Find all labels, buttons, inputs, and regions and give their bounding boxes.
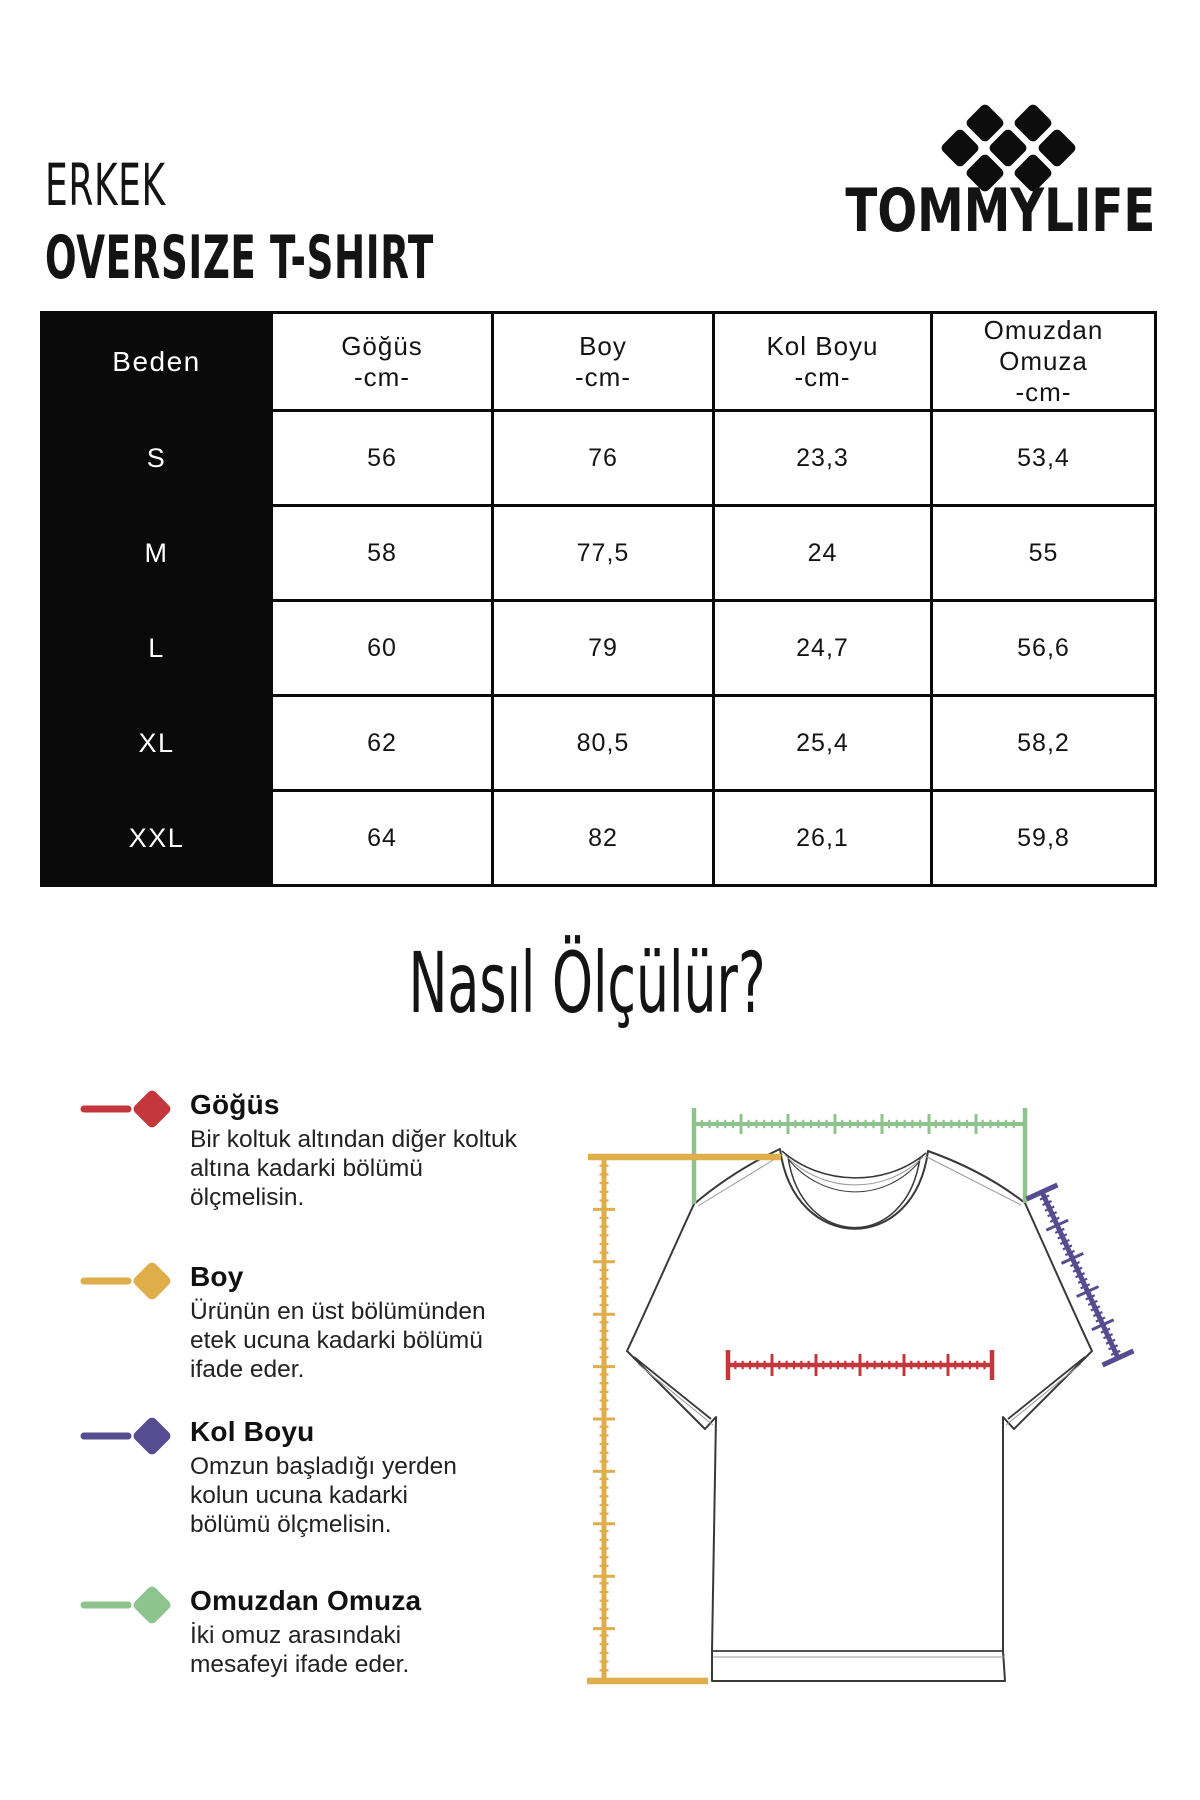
legend-description: Ürünün en üst bölümünden etek ucuna kadarki bölümü ifade eder. bbox=[190, 1298, 486, 1383]
cell-value: 82 bbox=[493, 791, 714, 886]
legend-item-chest bbox=[45, 1088, 515, 1212]
cell-value: 23,3 bbox=[714, 411, 932, 506]
table-row bbox=[42, 601, 1156, 696]
category-title: ERKEK bbox=[45, 151, 166, 219]
size-label: S bbox=[42, 411, 272, 506]
size-table-header-row bbox=[42, 313, 1156, 411]
column-header-chest: Göğüs -cm- bbox=[272, 313, 493, 411]
tshirt-measurement-diagram bbox=[500, 1060, 1160, 1760]
legend-title: Göğüs bbox=[190, 1089, 280, 1120]
legend-title: Boy bbox=[190, 1261, 244, 1292]
table-row bbox=[42, 506, 1156, 601]
cell-value: 56 bbox=[272, 411, 493, 506]
cell-value: 64 bbox=[272, 791, 493, 886]
size-label: XXL bbox=[42, 791, 272, 886]
cell-value: 24,7 bbox=[714, 601, 932, 696]
cell-value: 53,4 bbox=[932, 411, 1156, 506]
size-label: XL bbox=[42, 696, 272, 791]
cell-value: 80,5 bbox=[493, 696, 714, 791]
legend-item-sleeve bbox=[45, 1415, 515, 1539]
legend-item-length bbox=[45, 1260, 515, 1384]
size-label: L bbox=[42, 601, 272, 696]
cell-value: 25,4 bbox=[714, 696, 932, 791]
tshirt-outline bbox=[627, 1149, 1092, 1681]
column-header-length: Boy -cm- bbox=[493, 313, 714, 411]
legend-item-shoulder bbox=[45, 1584, 515, 1679]
cell-value: 56,6 bbox=[932, 601, 1156, 696]
chest-diamond-icon bbox=[80, 1078, 180, 1140]
size-table bbox=[40, 311, 1157, 887]
legend-title: Omuzdan Omuza bbox=[190, 1585, 422, 1616]
shoulder-diamond-icon bbox=[80, 1574, 180, 1636]
how-to-measure-title: Nasıl Ölçülür? bbox=[408, 934, 766, 1032]
cell-value: 79 bbox=[493, 601, 714, 696]
table-row bbox=[42, 791, 1156, 886]
legend-description: Bir koltuk altından diğer koltuk altına kadarki bölümü ölçmelisin. bbox=[190, 1126, 517, 1211]
cell-value: 60 bbox=[272, 601, 493, 696]
cell-value: 55 bbox=[932, 506, 1156, 601]
cell-value: 58 bbox=[272, 506, 493, 601]
cell-value: 76 bbox=[493, 411, 714, 506]
legend-description: İki omuz arasındaki mesafeyi ifade eder. bbox=[190, 1622, 410, 1678]
legend-title: Kol Boyu bbox=[190, 1416, 315, 1447]
cell-value: 24 bbox=[714, 506, 932, 601]
product-title: OVERSIZE T-SHIRT bbox=[45, 223, 434, 293]
size-label: M bbox=[42, 506, 272, 601]
table-row bbox=[42, 696, 1156, 791]
column-header-shoulder: Omuzdan Omuza -cm- bbox=[932, 313, 1156, 411]
corner-label: Beden bbox=[42, 313, 272, 411]
cell-value: 59,8 bbox=[932, 791, 1156, 886]
table-row bbox=[42, 411, 1156, 506]
length-diamond-icon bbox=[80, 1250, 180, 1312]
cell-value: 77,5 bbox=[493, 506, 714, 601]
cell-value: 62 bbox=[272, 696, 493, 791]
cell-value: 26,1 bbox=[714, 791, 932, 886]
brand-wordmark: TOMMYLIFE bbox=[845, 176, 1155, 246]
column-header-sleeve: Kol Boyu -cm- bbox=[714, 313, 932, 411]
cell-value: 58,2 bbox=[932, 696, 1156, 791]
sleeve-diamond-icon bbox=[80, 1405, 180, 1467]
legend-description: Omzun başladığı yerden kolun ucuna kadarki bölümü ölçmelisin. bbox=[190, 1453, 457, 1538]
